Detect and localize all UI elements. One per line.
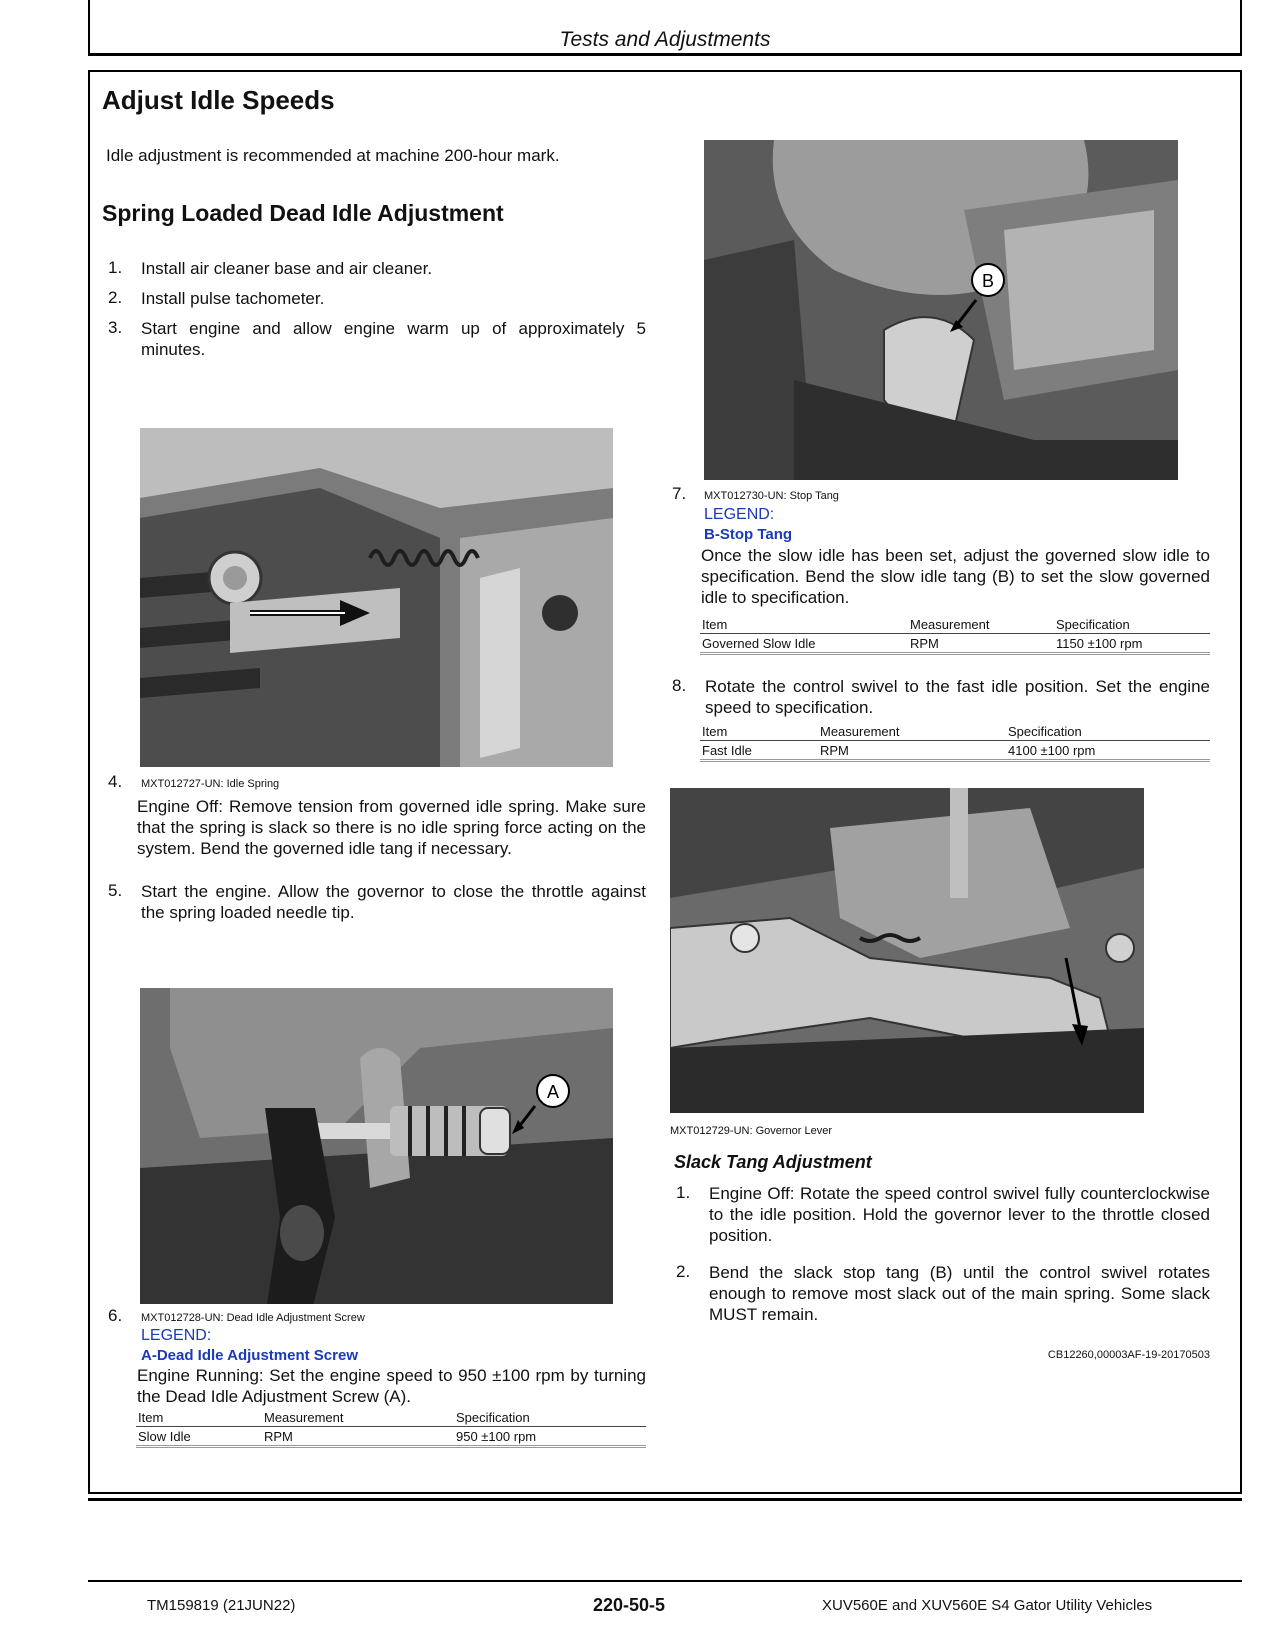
page-title: Adjust Idle Speeds	[102, 85, 335, 115]
step-text: Engine Running: Set the engine speed to 950 ±100 rpm by turning the Dead Idle Adjustment Screw (A).	[137, 1366, 646, 1406]
callout-label: A	[546, 1082, 560, 1102]
column-header: Measurement	[818, 724, 1006, 741]
step-text: Install air cleaner base and air cleaner.	[141, 259, 433, 278]
step-number: 6.	[108, 1306, 123, 1325]
step-number: 4.	[108, 772, 123, 791]
column-header: Specification	[454, 1410, 646, 1427]
table-cell: RPM	[262, 1427, 454, 1447]
governor-lever-photo	[670, 788, 1144, 1113]
table-row	[700, 634, 1210, 654]
column-header: Item	[136, 1410, 262, 1427]
step-number: 1.	[108, 258, 123, 277]
table-header-row	[136, 1410, 646, 1427]
step-text: Once the slow idle has been set, adjust the governed slow idle to specification. Bend the slow idle tang (B) to set the slow governed idle to specification.	[701, 546, 1210, 607]
step-text: Bend the slack stop tang (B) until the control swivel rotates enough to remove most slack out of the main spring. Some slack MUST remain.	[709, 1263, 1210, 1324]
stop-tang-illustration	[704, 140, 1178, 480]
dead-idle-screw-photo	[140, 988, 613, 1304]
document-code: CB12260,00003AF-19-20170503	[1047, 1349, 1210, 1361]
step-text: Rotate the control swivel to the fast idle position. Set the engine speed to specification.	[705, 677, 1210, 717]
table-cell: RPM	[908, 634, 1054, 654]
footer-divider	[88, 1580, 1242, 1582]
figure-caption: MXT012730-UN: Stop Tang	[704, 490, 839, 502]
idle-spring-photo	[140, 428, 613, 767]
table-row	[136, 1427, 646, 1447]
legend-heading: LEGEND:	[141, 1327, 212, 1344]
figure-caption: MXT012727-UN: Idle Spring	[141, 778, 280, 790]
section-title: Tests and Adjustments	[559, 28, 771, 51]
step-number: 2.	[108, 288, 123, 307]
table-cell: 4100 ±100 rpm	[1006, 741, 1210, 761]
table-header-row	[700, 617, 1210, 634]
figure-caption: MXT012728-UN: Dead Idle Adjustment Screw	[141, 1312, 365, 1324]
step-text: Engine Off: Remove tension from governed idle spring. Make sure that the spring is slack so there is no idle spring force acting on the system. Bend the governed idle tang if necessary.	[137, 797, 646, 858]
page-number: 220-50-5	[593, 1595, 666, 1615]
table-row	[700, 741, 1210, 761]
step-text: Engine Off: Rotate the speed control swivel fully counterclockwise to the idle position. Hold the governor lever to the throttle closed position.	[709, 1184, 1210, 1245]
column-header: Measurement	[262, 1410, 454, 1427]
column-header: Specification	[1006, 724, 1210, 741]
step-number: 3.	[108, 318, 123, 337]
divider	[88, 1498, 1242, 1501]
footer-product: XUV560E and XUV560E S4 Gator Utility Vehicles	[822, 1597, 1153, 1614]
legend-heading: LEGEND:	[704, 506, 775, 523]
screw-illustration	[140, 988, 613, 1304]
column-header: Specification	[1054, 617, 1210, 634]
step-text: Start the engine. Allow the governor to close the throttle against the spring loaded needle tip.	[141, 882, 646, 922]
step-number: 7.	[672, 484, 687, 503]
table-header-row	[700, 724, 1210, 741]
figure-caption: MXT012729-UN: Governor Lever	[670, 1125, 833, 1137]
table-cell: 950 ±100 rpm	[454, 1427, 646, 1447]
step-number: 8.	[672, 676, 687, 695]
spec-table	[700, 617, 1210, 655]
spec-table	[700, 724, 1210, 762]
step-text: Install pulse tachometer.	[141, 289, 325, 308]
table-cell: Slow Idle	[136, 1427, 262, 1447]
legend-item: B-Stop Tang	[704, 526, 793, 543]
spec-table	[136, 1410, 646, 1448]
table-cell: Governed Slow Idle	[700, 634, 908, 654]
stop-tang-photo	[704, 140, 1178, 480]
intro-text: Idle adjustment is recommended at machine 200-hour mark.	[106, 146, 560, 165]
table-cell: 1150 ±100 rpm	[1054, 634, 1210, 654]
table-cell: Fast Idle	[700, 741, 818, 761]
legend-item: A-Dead Idle Adjustment Screw	[141, 1347, 358, 1364]
step-number: 1.	[676, 1183, 691, 1202]
table-cell: RPM	[818, 741, 1006, 761]
governor-illustration	[670, 788, 1144, 1113]
column-header: Item	[700, 617, 908, 634]
step-number: 2.	[676, 1262, 691, 1281]
subsection-title: Slack Tang Adjustment	[674, 1152, 872, 1172]
footer-doc-id: TM159819 (21JUN22)	[147, 1597, 296, 1614]
step-number: 5.	[108, 881, 123, 900]
callout-label: B	[981, 271, 995, 291]
step-text: Start engine and allow engine warm up of approximately 5 minutes.	[141, 319, 646, 359]
column-header: Measurement	[908, 617, 1054, 634]
column-header: Item	[700, 724, 818, 741]
section-subtitle: Spring Loaded Dead Idle Adjustment	[102, 200, 504, 226]
engine-illustration	[140, 428, 613, 767]
